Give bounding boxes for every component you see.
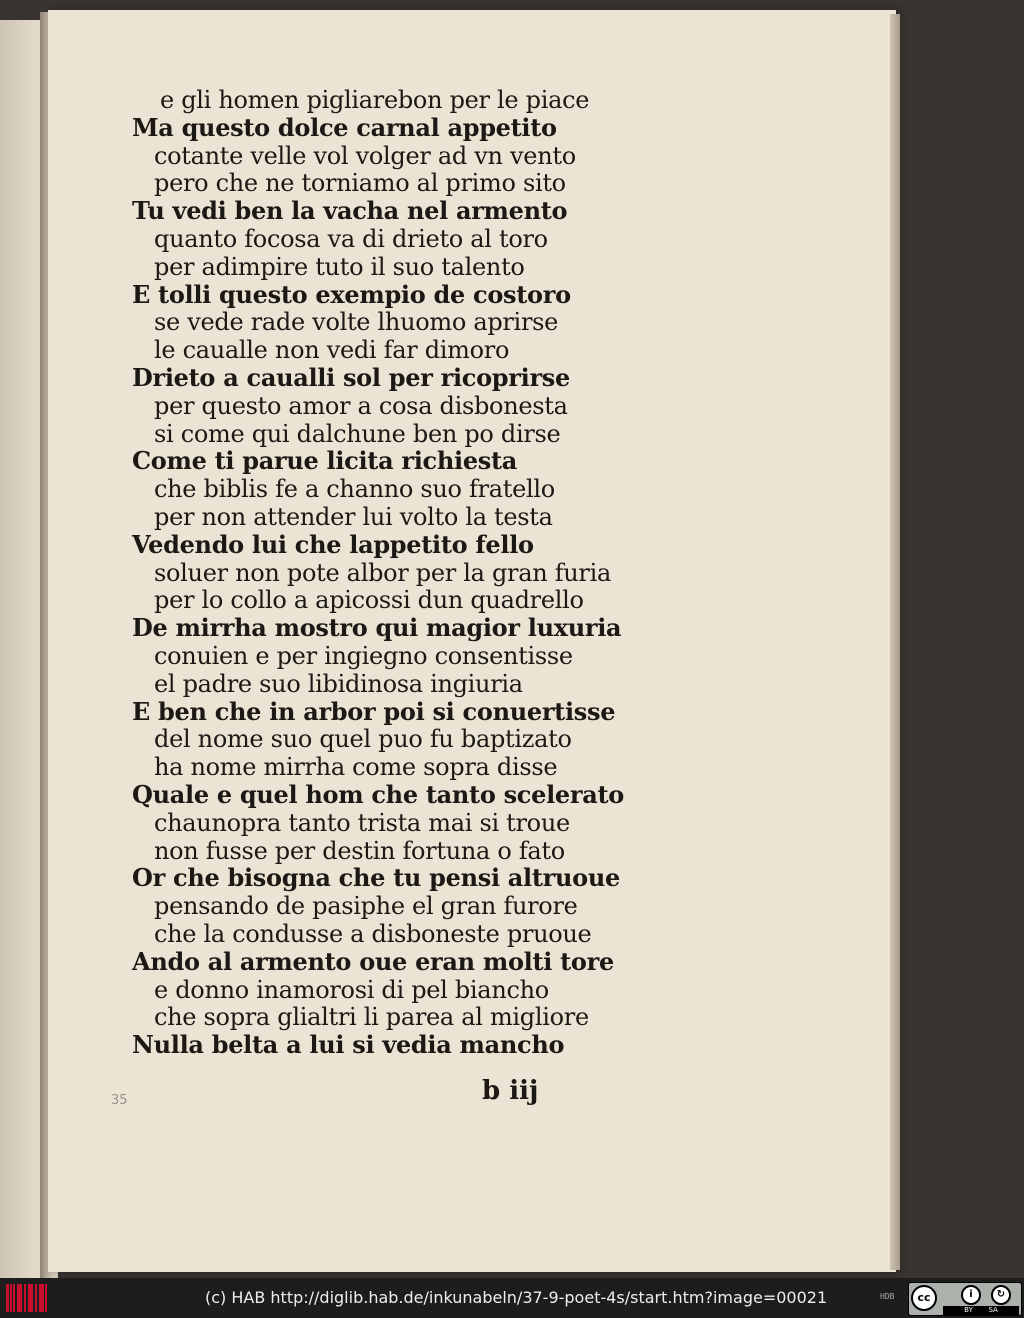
verse-line: per non attender lui volto la testa [154,503,553,531]
verse-line: Ando al armento oue eran molti tore [132,946,614,976]
barcode-stripe [31,1284,33,1312]
verse-line: che la condusse a disboneste pruoue [154,920,592,948]
pencil-note: 35 [111,1093,128,1108]
verse-line: se vede rade volte lhuomo aprirse [154,308,559,337]
attribution-icon: i [961,1285,981,1305]
barcode-stripe [24,1284,26,1312]
verse-line: E tolli questo exempio de costoro [132,279,571,309]
footer-small-mark: HDB [880,1292,895,1301]
verse-line: si come qui dalchune ben po dirse [154,419,561,448]
verse-line: De mirrha mostro qui magior luxuria [132,613,622,643]
verse-line: E ben che in arbor poi si conuertisse [132,696,616,726]
cc-icon: cc [911,1285,937,1311]
copyright-url[interactable]: (c) HAB http://diglib.hab.de/inkunabeln/37-9-poet-4s/start.htm?image=00021 [205,1288,828,1307]
license-by: BY [964,1306,973,1314]
verse-line: che sopra glialtri li parea al migliore [154,1003,589,1032]
verse-line: conuien e per ingiegno consentisse [154,642,573,670]
verse-line: Quale e quel hom che tanto scelerato [132,780,624,809]
page-fore-edge [890,14,900,1270]
verse-line: ha nome mirrha come sopra disse [154,753,558,782]
barcode-stripe [13,1284,15,1312]
barcode-stripe [42,1284,44,1312]
show-through-text [662,10,882,1272]
verse-line: per lo collo a apicossi dun quadrello [154,586,584,615]
verse-line: per adimpire tuto il suo talento [154,252,525,281]
license-sa: SA [988,1306,998,1314]
verse-line: quanto focosa va di drieto al toro [154,225,548,253]
barcode-stripe [45,1284,47,1312]
verse-line: Ma questo dolce carnal appetito [132,112,557,142]
verse-line: che biblis fe a channo suo fratello [154,475,555,504]
verse-line: Tu vedi ben la vacha nel armento [132,196,568,226]
book-page [48,10,896,1272]
barcode-stripe [10,1284,12,1312]
verse-line: e donno inamorosi di pel biancho [154,975,549,1004]
verse-line: e gli homen pigliarebon per le piace [160,86,590,114]
verse-line: chaunopra tanto trista mai si troue [154,808,570,837]
barcode-stripe [20,1284,22,1312]
verse-line: non fusse per destin fortuna o fato [154,836,565,865]
footer-bar [0,1278,1024,1318]
library-logo-icon [6,1284,48,1312]
license-label [943,1306,1019,1315]
verse-line: Come ti parue licita richiesta [132,446,518,476]
verse-line: pensando de pasiphe el gran furore [154,892,578,921]
verse-line: Drieto a caualli sol per ricoprirse [132,363,570,392]
verse-line: Nulla belta a lui si vedia mancho [132,1030,565,1060]
signature-mark: b iij [482,1076,539,1106]
share-alike-icon: ↻ [991,1285,1011,1305]
verse-line: le caualle non vedi far dimoro [154,336,510,365]
barcode-stripe [35,1284,37,1312]
verse-line: Or che bisogna che tu pensi altruoue [132,863,620,893]
verse-line: soluer non pote albor per la gran furia [154,558,611,587]
verse-line: cotante velle vol volger ad vn vento [154,141,576,170]
barcode-stripe [6,1284,9,1312]
verse-line: Vedendo lui che lappetito fello [132,529,534,559]
verse-line: per questo amor a cosa disbonesta [154,391,568,420]
verse-line: pero che ne torniamo al primo sito [154,169,566,198]
cc-license-badge[interactable] [908,1282,1022,1316]
verse-line: el padre suo libidinosa ingiuria [154,669,523,698]
verse-line: del nome suo quel puo fu baptizato [154,725,572,754]
